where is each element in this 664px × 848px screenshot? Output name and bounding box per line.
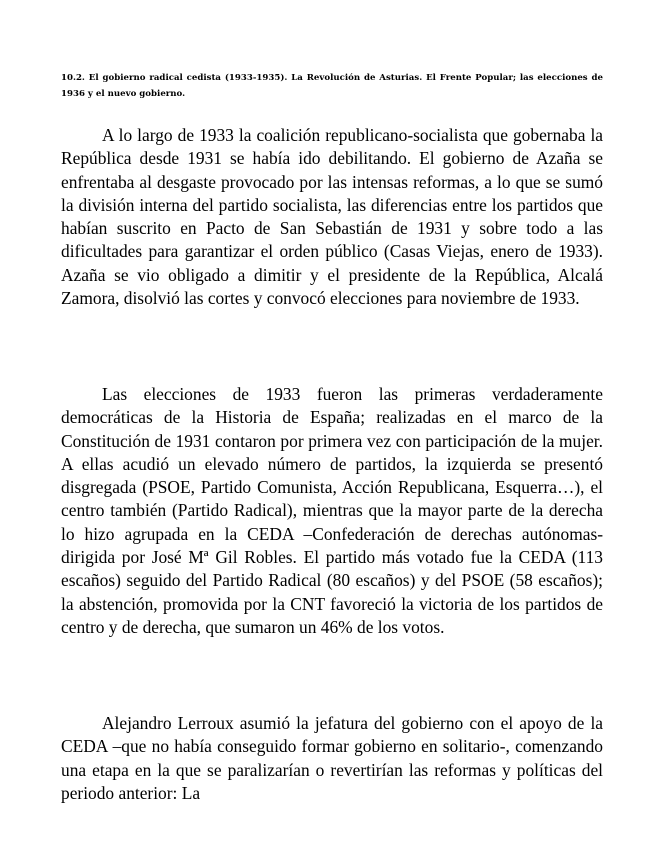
paragraph-2: Las elecciones de 1933 fueron las primeras verdaderamente democráticas de la Historia de España; realizadas en el marco de la Constitución de 1931 contaron por primera vez con participación de la mujer. A ellas acudió un elevado número de partidos, la izquierda se presentó disgregada (PSOE, Partido Comunista, Acción Republicana, Esquerra…), el centro también (Partido Radical), mientras que la mayor parte de la derecha lo hizo agrupada en la CEDA –Confederación de derechas autónomas- dirigida por José Mª Gil Robles. El partido más votado fue la CEDA (113 escaños) seguido del Partido Radical (80 escaños) y del PSOE (58 escaños); la abstención, promovida por la CNT favoreció la victoria de los partidos de centro y de derecha, que sumaron un 46% de los votos. — [61, 384, 603, 637]
paragraph-1: A lo largo de 1933 la coalición republicano-socialista que gobernaba la República desde 1931 se había ido debilitando. El gobierno de Azaña se enfrentaba al desgaste provocado por las intensas reformas, a lo que se sumó la división interna del partido socialista, las diferencias entre los partidos que habían suscrito en Pacto de San Sebastián de 1931 y sobre todo a las dificultades para garantizar el orden público (Casas Viejas, enero de 1933). Azaña se vio obligado a dimitir y el presidente de la República, Alcalá Zamora, disolvió las cortes y convocó elecciones para noviembre de 1933. — [61, 125, 603, 309]
paragraph-3: Alejandro Lerroux asumió la jefatura del gobierno con el apoyo de la CEDA –que no había conseguido formar gobierno en solitario-, comenzando una etapa en la que se paralizarían o revertirían las reformas y políticas del periodo anterior: La — [61, 713, 603, 803]
section-heading: 10.2. El gobierno radical cedista (1933-1935). La Revolución de Asturias. El Frente Popular; las elecciones de 1936 y el nuevo gobierno. — [61, 73, 603, 99]
